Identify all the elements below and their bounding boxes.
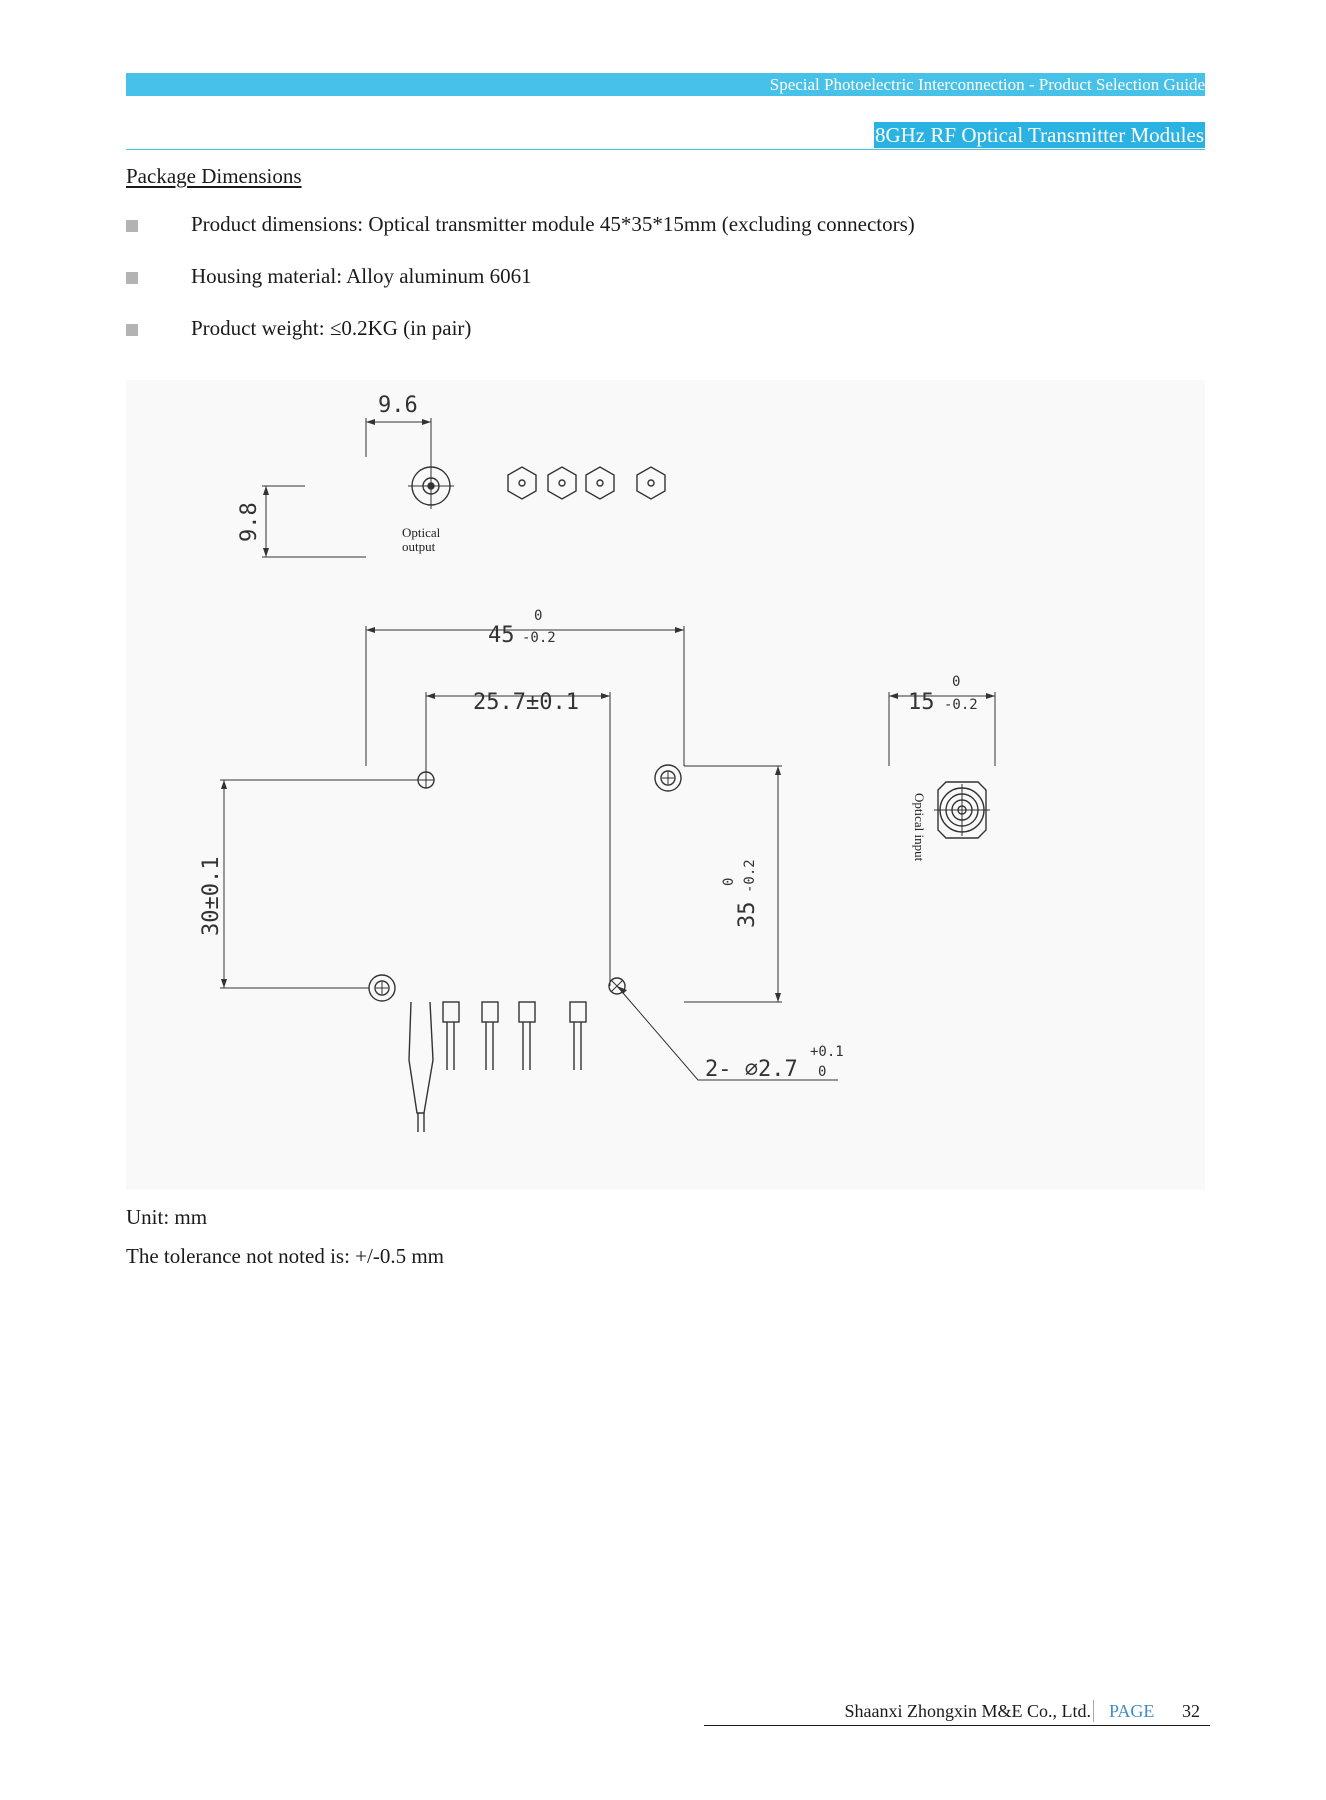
company-name: Shaanxi Zhongxin M&E Co., Ltd. xyxy=(844,1701,1091,1721)
dim-tolerance: -0.2 xyxy=(742,859,758,893)
list-item-text: Housing material: Alloy aluminum 6061 xyxy=(191,264,532,288)
square-bullet-icon xyxy=(126,324,138,336)
square-bullet-icon xyxy=(126,272,138,284)
drawing-svg xyxy=(126,380,1205,1190)
list-item xyxy=(126,264,1205,316)
optical-output-label: Optical xyxy=(402,525,441,540)
section-title: Package Dimensions xyxy=(126,164,302,188)
page-label: PAGE xyxy=(1109,1701,1155,1721)
header-bar xyxy=(126,73,1205,96)
list-item xyxy=(126,212,1205,264)
hole-callout: 2- ∅2.7 xyxy=(705,1057,798,1082)
square-bullet-icon xyxy=(126,220,138,232)
dim-tolerance: 0 xyxy=(534,608,543,624)
dim-label: 35 xyxy=(735,901,760,928)
spec-list xyxy=(126,212,1205,368)
notes xyxy=(126,1205,444,1283)
dim-label: 30±0.1 xyxy=(199,856,224,936)
footer-divider xyxy=(1093,1700,1094,1722)
page-footer xyxy=(704,1700,1210,1726)
guide-title: Special Photoelectric Interconnection - Product Selection Guide xyxy=(769,75,1205,94)
list-item-text: Product dimensions: Optical transmitter module 45*35*15mm (excluding connectors) xyxy=(191,212,915,236)
product-title: 8GHz RF Optical Transmitter Modules xyxy=(875,123,1204,147)
list-item xyxy=(126,316,1205,368)
tolerance-note: The tolerance not noted is: +/-0.5 mm xyxy=(126,1244,445,1268)
dim-label: 45 xyxy=(488,623,515,648)
dimension-drawing xyxy=(126,380,1205,1190)
dim-tolerance: +0.1 xyxy=(810,1044,844,1060)
subheader xyxy=(126,118,1205,150)
page-number: 32 xyxy=(1182,1701,1200,1721)
optical-output-label: output xyxy=(402,539,436,554)
unit-note: Unit: mm xyxy=(126,1205,208,1229)
dim-label: 9.6 xyxy=(378,393,418,418)
dim-label: 9.8 xyxy=(237,502,262,542)
dim-tolerance: 0 xyxy=(818,1064,827,1080)
list-item-text: Product weight: ≤0.2KG (in pair) xyxy=(191,316,472,340)
dim-tolerance: -0.2 xyxy=(522,630,556,646)
dim-label: 25.7±0.1 xyxy=(473,690,579,715)
dim-tolerance: 0 xyxy=(952,674,961,690)
dim-tolerance: -0.2 xyxy=(944,697,978,713)
dim-label: 15 xyxy=(908,690,935,715)
optical-input-label: Optical input xyxy=(912,793,927,862)
dim-tolerance: 0 xyxy=(721,877,737,886)
